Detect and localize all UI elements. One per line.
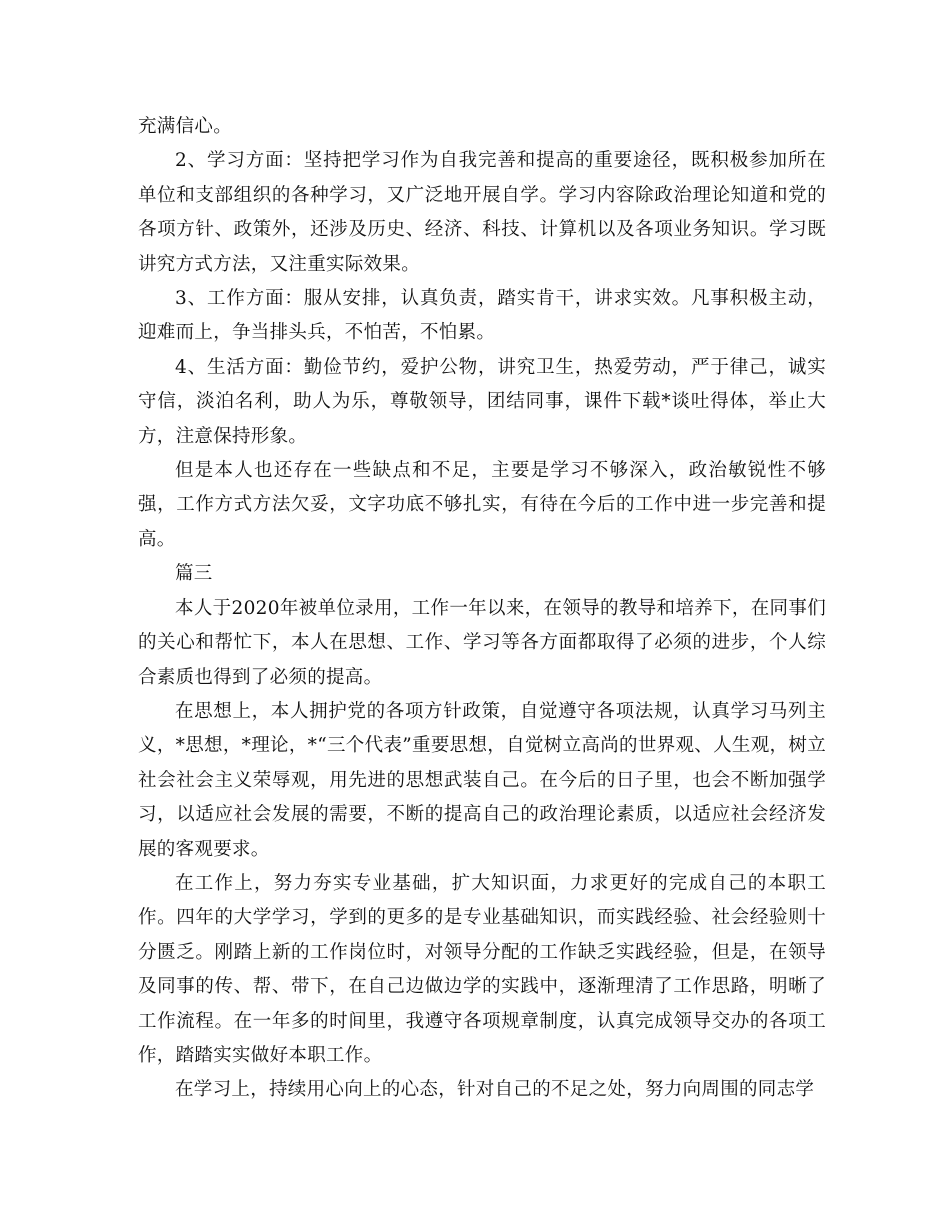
paragraph-ideology: 在思想上，本人拥护党的各项方针政策，自觉遵守各项法规，认真学习马列主义，*思想，*理论，*“三个代表”重要思想，自觉树立高尚的世界观、人生观，树立社会社会主义荣辱观，用先进的思想武装自己。在今后的日子里，也会不断加强学习，以适应社会发展的需要，不断的提高自己的政治理论素质，以适应社会经济发展的客观要求。 xyxy=(138,700,826,860)
document-body xyxy=(138,110,826,1108)
section-heading: 篇三 xyxy=(175,563,213,585)
paragraph-intro: 本人于2020年被单位录用，工作一年以来，在领导的教导和培养下，在同事们的关心和帮忙下，本人在思想、工作、学习等各方面都取得了必须的进步，个人综合素质也得到了必须的提高。 xyxy=(138,597,826,688)
paragraph-shortcomings: 但是本人也还存在一些缺点和不足，主要是学习不够深入，政治敏锐性不够强，工作方式方法欠妥，文字功底不够扎实，有待在今后的工作中进一步完善和提高。 xyxy=(138,460,826,550)
paragraph-job: 在工作上，努力夯实专业基础，扩大知识面，力求更好的完成自己的本职工作。四年的大学学习，学到的更多的是专业基础知识，而实践经验、社会经验则十分匮乏。刚踏上新的工作岗位时，对领导分配的工作缺乏实践经验，但是，在领导及同事的传、帮、带下，在自己边做边学的实践中，逐渐理清了工作思路，明晰了工作流程。在一年多的时间里，我遵守各项规章制度，认真完成领导交办的各项工作，踏踏实实做好本职工作。 xyxy=(138,872,826,1066)
paragraph-work: 3、工作方面：服从安排，认真负责，踏实肯干，讲求实效。凡事积极主动，迎难而上，争当排头兵，不怕苦，不怕累。 xyxy=(138,288,826,344)
paragraph-life: 4、生活方面：勤俭节约，爱护公物，讲究卫生，热爱劳动，严于律己，诚实守信，淡泊名利，助人为乐，尊敬领导，团结同事，课件下载*谈吐得体，举止大方，注意保持形象。 xyxy=(138,356,826,447)
paragraph-study: 2、学习方面：坚持把学习作为自我完善和提高的重要途径，既积极参加所在单位和支部组织的各种学习，又广泛地开展自学。学习内容除政治理论知道和党的各项方针、政策外，还涉及历史、经济、科技、计算机以及各项业务知识。学习既讲究方式方法，又注重实际效果。 xyxy=(138,150,826,275)
paragraph-learning: 在学习上，持续用心向上的心态，针对自己的不足之处，努力向周围的同志学 xyxy=(175,1079,815,1101)
paragraph-continuation: 充满信心。 xyxy=(138,116,233,137)
